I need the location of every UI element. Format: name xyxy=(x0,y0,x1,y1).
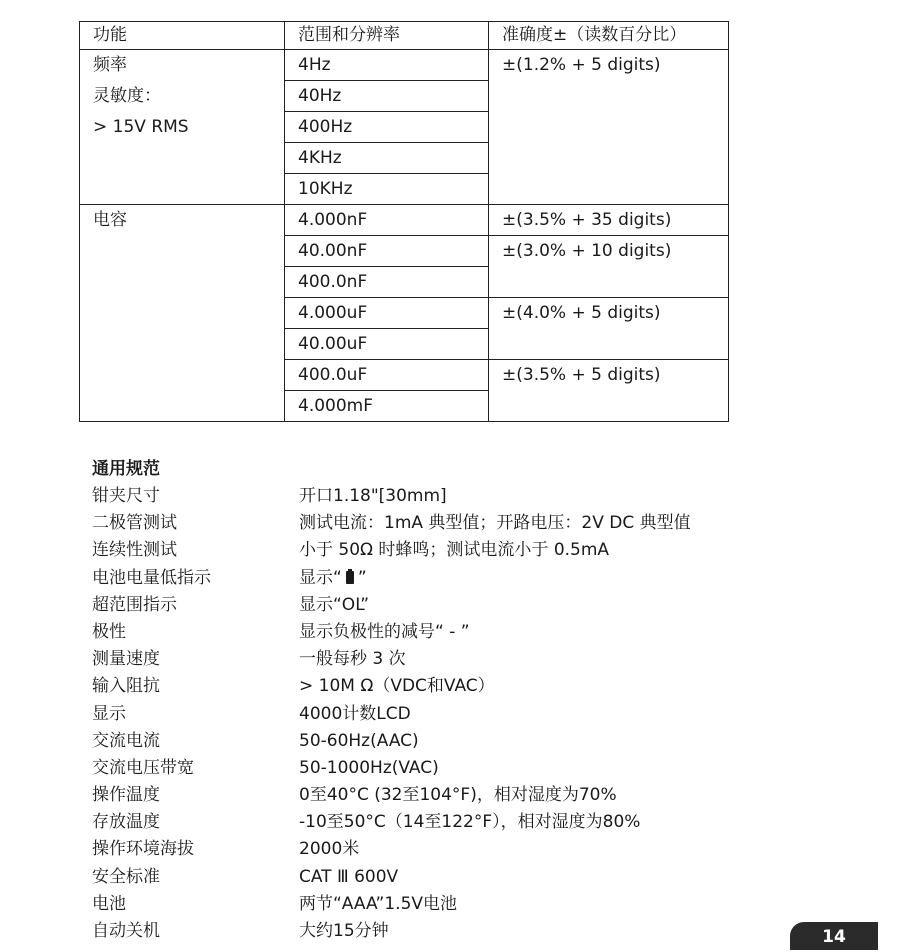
spec-row xyxy=(92,809,812,836)
spec-value: 一般每秒 3 次 xyxy=(299,649,406,670)
accuracy-cell: ±(1.2% + 5 digits) xyxy=(489,50,729,205)
spec-row xyxy=(92,728,812,755)
spec-label: 电池电量低指示 xyxy=(92,567,211,588)
spec-value: 开口1.18"[30mm] xyxy=(299,486,447,506)
range-cell: 4KHz xyxy=(285,143,489,174)
spec-label: 极性 xyxy=(92,621,126,642)
spec-value-suffix: ” xyxy=(357,567,367,588)
general-specs xyxy=(92,456,812,945)
spec-value: 50-60Hz(AAC) xyxy=(299,730,419,751)
spec-row xyxy=(92,918,812,945)
spec-label: 钳夹尺寸 xyxy=(92,486,160,506)
range-cell: 400Hz xyxy=(285,112,489,143)
range-cell: 400.0nF xyxy=(285,267,489,298)
range-cell: 40Hz xyxy=(285,81,489,112)
spec-value: 2000米 xyxy=(299,839,360,860)
spec-row xyxy=(92,646,812,673)
spec-row xyxy=(92,483,812,510)
spec-row xyxy=(92,510,812,537)
range-cell: 10KHz xyxy=(285,174,489,205)
table-header-row xyxy=(80,22,729,50)
spec-table xyxy=(79,21,729,422)
spec-label: 安全标准 xyxy=(92,866,160,887)
spec-value: > 10M Ω（VDC和VAC） xyxy=(299,676,495,697)
spec-value: 显示“OL” xyxy=(299,594,370,615)
spec-label: 输入阻抗 xyxy=(92,676,160,697)
spec-value: -10至50°C（14至122°F），相对湿度为80% xyxy=(299,812,641,833)
spec-value xyxy=(299,565,812,592)
table-row xyxy=(80,50,729,81)
spec-value: 两节“AAA”1.5V电池 xyxy=(299,893,458,914)
spec-row xyxy=(92,755,812,782)
range-cell: 4.000uF xyxy=(285,298,489,329)
accuracy-cell: ±(3.5% + 35 digits) xyxy=(489,205,729,236)
function-frequency xyxy=(80,50,285,205)
spec-label: 显示 xyxy=(92,703,126,724)
header-function: 功能 xyxy=(80,22,285,50)
range-cell: 40.00nF xyxy=(285,236,489,267)
spec-label: 测量速度 xyxy=(92,649,160,670)
spec-label: 二极管测试 xyxy=(92,513,177,534)
spec-label: 超范围指示 xyxy=(92,594,177,615)
spec-value: 大约15分钟 xyxy=(299,921,389,941)
spec-value: CAT Ⅲ 600V xyxy=(299,866,399,887)
spec-label: 交流电流 xyxy=(92,730,160,751)
section-title: 通用规范 xyxy=(92,459,160,479)
function-label: 频率 xyxy=(93,55,127,75)
function-label: 灵敏度： xyxy=(93,86,161,106)
spec-label: 操作温度 xyxy=(92,785,160,806)
spec-label: 电池 xyxy=(92,893,126,914)
spec-row xyxy=(92,891,812,918)
spec-row xyxy=(92,701,812,728)
spec-value: 50-1000Hz(VAC) xyxy=(299,757,439,778)
function-capacitance: 电容 xyxy=(80,205,285,422)
spec-row xyxy=(92,673,812,700)
spec-value: 显示负极性的减号“ - ” xyxy=(299,621,470,642)
table-row xyxy=(80,205,729,236)
function-label: > 15V RMS xyxy=(93,117,189,137)
spec-value: 小于 50Ω 时蜂鸣；测试电流小于 0.5mA xyxy=(299,540,610,561)
battery-icon xyxy=(346,571,354,584)
spec-row xyxy=(92,537,812,564)
spec-label: 交流电压带宽 xyxy=(92,757,194,778)
spec-value: 0至40°C (32至104°F)，相对湿度为70% xyxy=(299,785,617,806)
spec-row xyxy=(92,782,812,809)
page-number: 14 xyxy=(790,922,878,950)
spec-row xyxy=(92,619,812,646)
spec-label: 自动关机 xyxy=(92,921,160,941)
header-accuracy: 准确度±（读数百分比） xyxy=(489,22,729,50)
range-cell: 4.000mF xyxy=(285,391,489,422)
header-range: 范围和分辨率 xyxy=(285,22,489,50)
accuracy-cell: ±(3.0% + 10 digits) xyxy=(489,236,729,298)
spec-row xyxy=(92,592,812,619)
spec-label: 操作环境海拔 xyxy=(92,839,194,860)
accuracy-cell: ±(3.5% + 5 digits) xyxy=(489,360,729,422)
spec-row xyxy=(92,864,812,891)
spec-row xyxy=(92,565,812,592)
range-cell: 400.0uF xyxy=(285,360,489,391)
spec-value-prefix: 显示“ xyxy=(299,567,342,588)
spec-label: 连续性测试 xyxy=(92,540,177,561)
spec-row xyxy=(92,836,812,863)
range-cell: 4.000nF xyxy=(285,205,489,236)
spec-value: 测试电流：1mA 典型值；开路电压：2V DC 典型值 xyxy=(299,513,691,534)
range-cell: 40.00uF xyxy=(285,329,489,360)
spec-value: 4000计数LCD xyxy=(299,703,411,724)
range-cell: 4Hz xyxy=(285,50,489,81)
accuracy-cell: ±(4.0% + 5 digits) xyxy=(489,298,729,360)
spec-label: 存放温度 xyxy=(92,812,160,833)
